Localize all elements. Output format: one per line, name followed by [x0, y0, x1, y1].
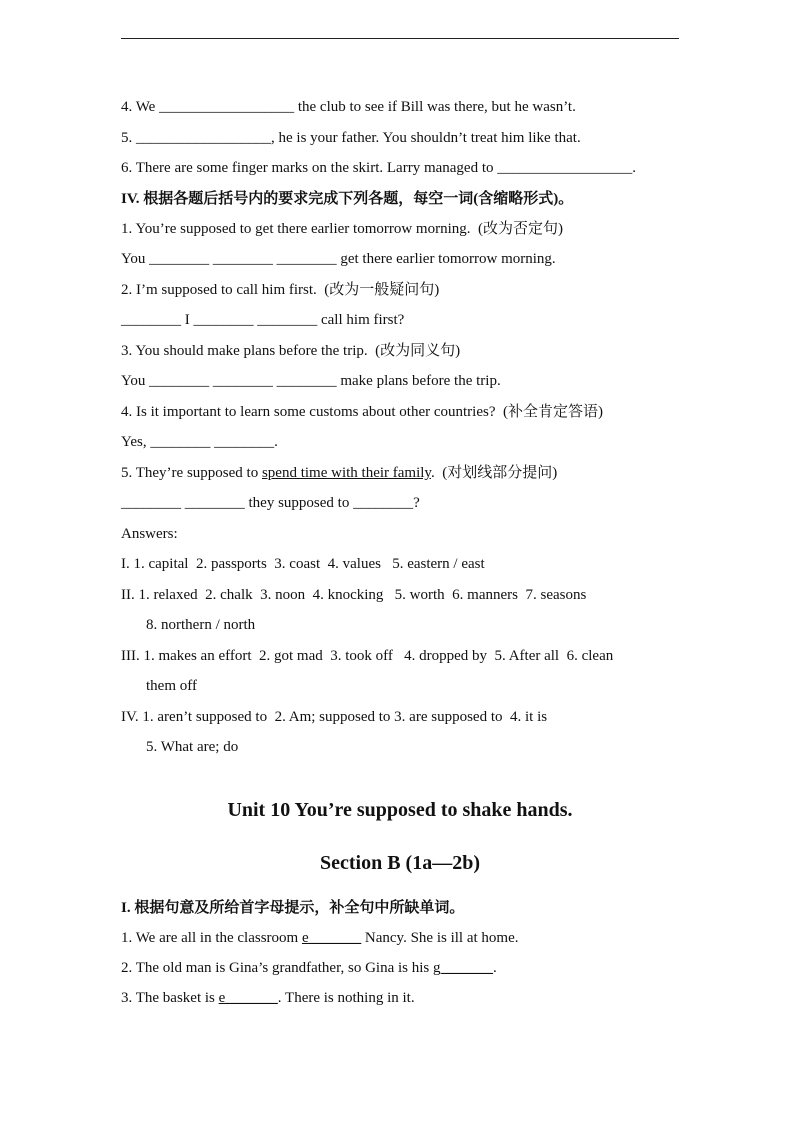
exercise-4-question-5-blanks: ________ ________ they supposed to ________?: [121, 495, 420, 511]
exercise-4-question-2: 2. I’m supposed to call him first. (改为一般疑问句): [121, 282, 440, 298]
b-q1-prefix: 1. We are all in the classroom: [121, 930, 302, 946]
section-title: Section B (1a—2b): [320, 852, 480, 874]
b-q2-suffix: .: [493, 960, 497, 976]
exercise-3-question-6: 6. There are some finger marks on the skirt. Larry managed to __________________.: [121, 160, 637, 176]
answers-part-3: III. 1. makes an effort 2. got mad 3. took off 4. dropped by 5. After all 6. clean: [121, 648, 614, 664]
exercise-4-question-4: 4. Is it important to learn some customs about other countries? (补全肯定答语): [121, 404, 603, 420]
exercise-4-question-1-blanks: You ________ ________ ________ get there earlier tomorrow morning.: [121, 251, 556, 267]
q5-suffix: . (对划线部分提问): [430, 465, 558, 481]
section-b-exercise-1-heading: I. 根据句意及所给首字母提示，补全句中所缺单词。: [121, 900, 465, 916]
b-q1-blank: e_______: [301, 930, 362, 946]
exercise-4-question-5: [121, 463, 557, 483]
answers-label: Answers:: [121, 526, 178, 542]
header-rule: [121, 38, 679, 39]
exercise-4-question-1: 1. You’re supposed to get there earlier tomorrow morning. (改为否定句): [121, 221, 564, 237]
b-q3-blank: e_______: [218, 990, 278, 1006]
exercise-3-question-4: 4. We __________________ the club to see if Bill was there, but he wasn’t.: [121, 99, 576, 115]
unit-title: Unit 10 You’re supposed to shake hands.: [227, 799, 573, 821]
b-q1-suffix: Nancy. She is ill at home.: [361, 930, 519, 946]
section-b-question-3: [121, 988, 415, 1008]
exercise-4-question-2-blanks: ________ I ________ ________ call him first?: [121, 312, 405, 328]
exercise-4-question-4-blanks: Yes, ________ ________.: [121, 434, 278, 450]
answers-part-1: I. 1. capital 2. passports 3. coast 4. values 5. eastern / east: [121, 556, 485, 572]
b-q2-blank: g_______: [433, 960, 493, 976]
b-q3-suffix: . There is nothing in it.: [277, 990, 415, 1006]
answers-part-4-cont: 5. What are; do: [146, 739, 239, 755]
answers-part-3-cont: them off: [146, 678, 197, 694]
exercise-4-heading: IV. 根据各题后括号内的要求完成下列各题，每空一词(含缩略形式)。: [121, 191, 574, 207]
section-b-question-2: [121, 958, 497, 978]
exercise-3-question-5: 5. __________________, he is your father. You shouldn’t treat him like that.: [121, 130, 581, 146]
b-q3-prefix: 3. The basket is: [121, 990, 219, 1006]
exercise-4-question-3-blanks: You ________ ________ ________ make plans before the trip.: [121, 373, 501, 389]
answers-part-2-cont: 8. northern / north: [146, 617, 256, 633]
q5-underlined-phrase: spend time with their family: [261, 465, 431, 481]
b-q2-prefix: 2. The old man is Gina’s grandfather, so Gina is his: [121, 960, 433, 976]
answers-part-4: IV. 1. aren’t supposed to 2. Am; supposed to 3. are supposed to 4. it is: [121, 709, 548, 725]
exercise-4-question-3: 3. You should make plans before the trip. (改为同义句): [121, 343, 461, 359]
section-b-question-1: [121, 928, 518, 948]
answers-part-2: II. 1. relaxed 2. chalk 3. noon 4. knocking 5. worth 6. manners 7. seasons: [121, 587, 587, 603]
q5-prefix: 5. They’re supposed to: [121, 465, 262, 481]
